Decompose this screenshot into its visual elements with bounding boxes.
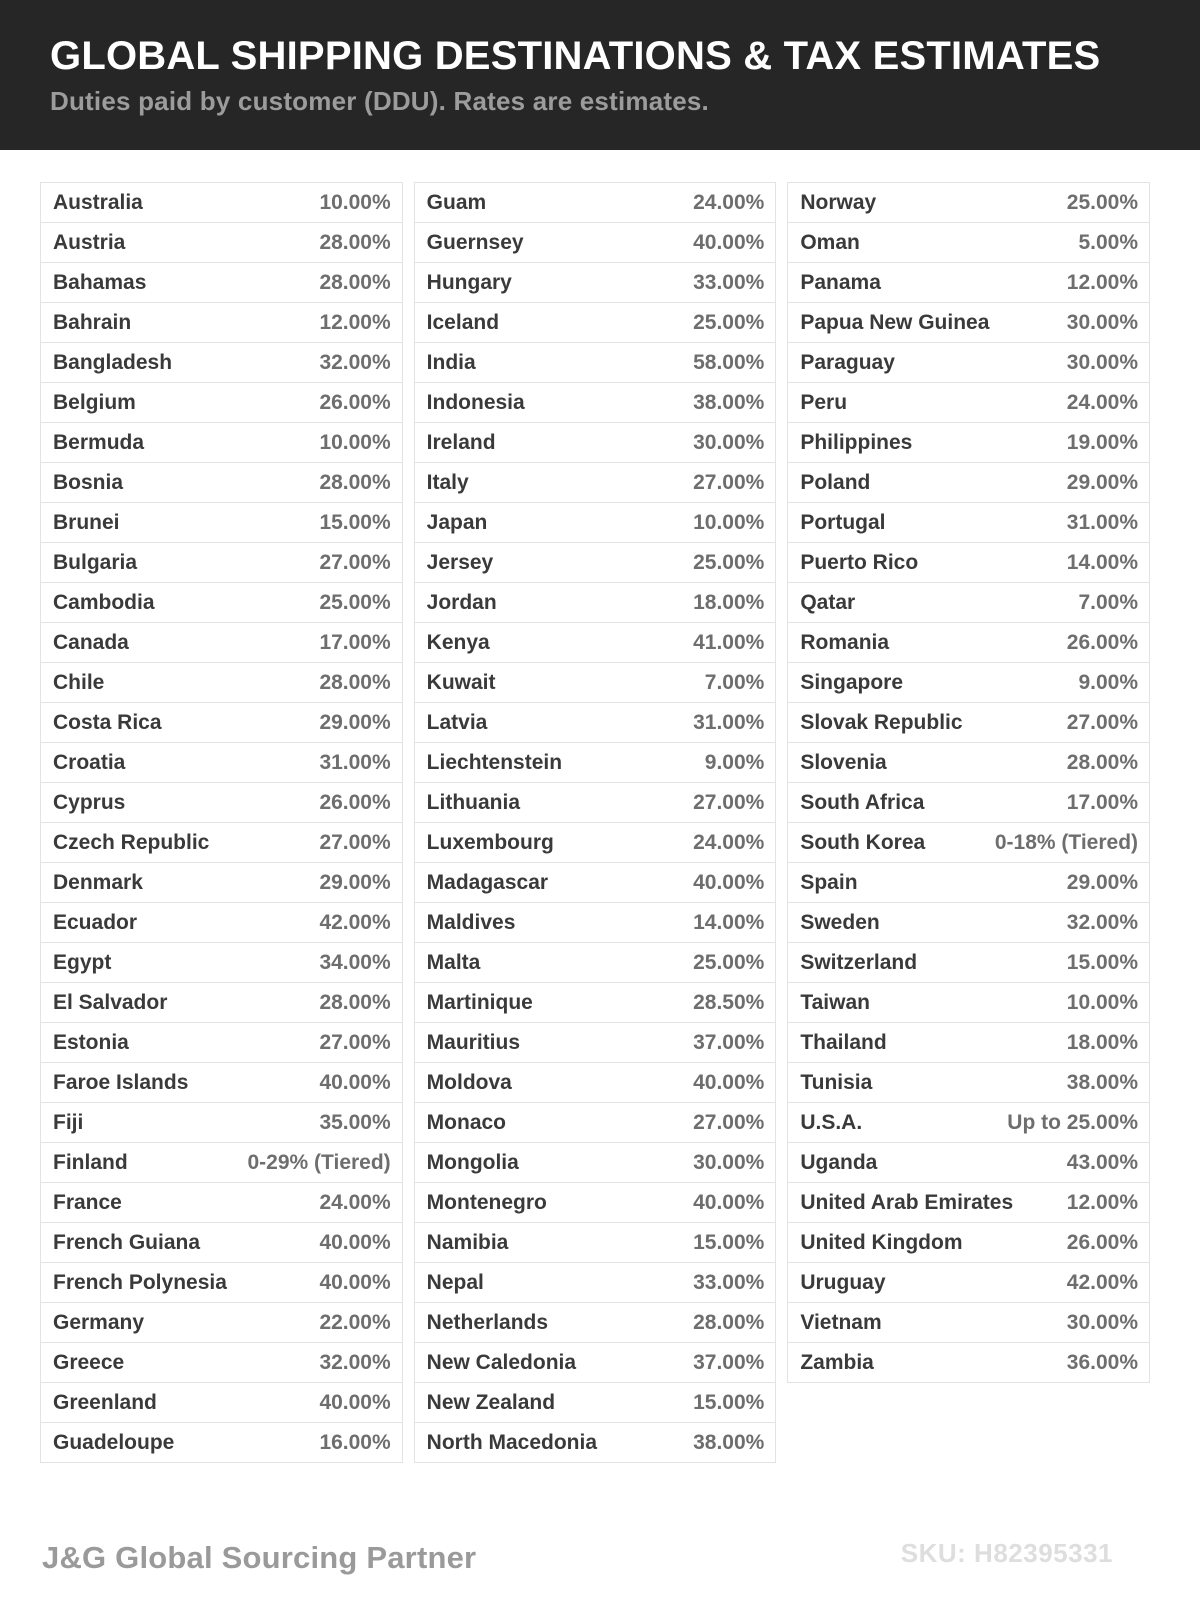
tax-rate: 40.00% [319, 1230, 391, 1254]
country-name: Japan [426, 510, 488, 534]
country-name: Kenya [426, 630, 490, 654]
country-name: U.S.A. [800, 1110, 863, 1134]
sku-label: SKU: H82395331 [900, 1538, 1113, 1568]
country-name: El Salvador [53, 990, 168, 1014]
country-name: France [53, 1190, 122, 1214]
country-name: Portugal [800, 510, 886, 534]
table-row [788, 1263, 1149, 1303]
table-row [41, 903, 402, 943]
table-row [41, 1263, 402, 1303]
table-row [415, 263, 776, 303]
table-row [41, 1223, 402, 1263]
table-row [41, 743, 402, 783]
tax-rate: 26.00% [1066, 630, 1139, 654]
tax-rate: 42.00% [1066, 1270, 1139, 1294]
tax-rate: 27.00% [693, 470, 765, 494]
tax-rate: 33.00% [693, 1270, 765, 1294]
tax-rate: 26.00% [319, 790, 391, 814]
rates-column-2 [414, 182, 777, 1463]
country-name: Liechtenstein [426, 750, 563, 774]
tax-rate: 28.00% [319, 270, 391, 294]
table-row [415, 903, 776, 943]
country-name: Fiji [53, 1110, 84, 1134]
tax-rate: 32.00% [319, 1350, 391, 1374]
tax-rate: 29.00% [1066, 470, 1139, 494]
tax-rate: 31.00% [1066, 510, 1139, 534]
tax-rate: Up to 25.00% [1007, 1110, 1139, 1134]
table-row [788, 1103, 1149, 1143]
table-row [41, 983, 402, 1023]
tax-rate: 30.00% [1066, 310, 1139, 334]
tax-rate: 25.00% [693, 950, 765, 974]
country-name: Denmark [53, 870, 143, 894]
table-row [41, 1423, 402, 1463]
table-row [788, 623, 1149, 663]
table-row [415, 1103, 776, 1143]
table-row [415, 703, 776, 743]
country-name: Singapore [800, 670, 904, 694]
brand-name: J&G Global Sourcing Partner [42, 1540, 477, 1575]
tax-rate: 24.00% [693, 190, 765, 214]
tax-rate: 28.50% [693, 990, 765, 1014]
country-name: Egypt [53, 950, 112, 974]
tax-rate: 38.00% [1066, 1070, 1139, 1094]
country-name: South Korea [800, 830, 926, 854]
country-name: Cyprus [53, 790, 126, 814]
rates-column-3 [787, 182, 1150, 1383]
country-name: United Arab Emirates [800, 1190, 1014, 1214]
country-name: Costa Rica [53, 710, 162, 734]
table-row [788, 183, 1149, 223]
table-row [41, 1103, 402, 1143]
tax-rate: 30.00% [693, 430, 765, 454]
table-row [415, 1303, 776, 1343]
table-row [415, 1063, 776, 1103]
country-name: Norway [800, 190, 877, 214]
country-name: Greenland [53, 1390, 157, 1414]
tax-rate: 18.00% [1066, 1030, 1139, 1054]
country-name: South Africa [800, 790, 925, 814]
tax-rate: 27.00% [693, 1110, 765, 1134]
country-name: Slovenia [800, 750, 887, 774]
table-row [41, 1383, 402, 1423]
page-subtitle: Duties paid by customer (DDU). Rates are estimates. [50, 86, 709, 116]
country-name: Finland [53, 1150, 128, 1174]
country-name: Estonia [53, 1030, 129, 1054]
country-name: Bermuda [53, 430, 145, 454]
country-name: Zambia [800, 1350, 874, 1374]
country-name: Guam [426, 190, 487, 214]
tax-rate: 28.00% [319, 670, 391, 694]
table-row [788, 983, 1149, 1023]
table-row [41, 823, 402, 863]
table-row [41, 1183, 402, 1223]
tax-rate: 32.00% [1066, 910, 1139, 934]
country-name: Kuwait [426, 670, 496, 694]
tax-rate: 15.00% [1066, 950, 1139, 974]
country-name: Canada [53, 630, 129, 654]
country-name: Ireland [426, 430, 496, 454]
tax-rate: 43.00% [1066, 1150, 1139, 1174]
tax-rate: 37.00% [693, 1030, 765, 1054]
table-row [41, 343, 402, 383]
table-row [41, 503, 402, 543]
tax-rate: 38.00% [693, 1430, 765, 1454]
table-row [41, 263, 402, 303]
table-row [415, 783, 776, 823]
tax-rate: 17.00% [1066, 790, 1139, 814]
table-row [41, 183, 402, 223]
table-row [415, 623, 776, 663]
table-row [415, 1383, 776, 1423]
country-name: Chile [53, 670, 105, 694]
table-row [415, 583, 776, 623]
tax-rate: 30.00% [1066, 1310, 1139, 1334]
country-name: India [426, 350, 476, 374]
country-name: Malta [426, 950, 481, 974]
country-name: Peru [800, 390, 848, 414]
country-name: Puerto Rico [800, 550, 919, 574]
country-name: Monaco [426, 1110, 507, 1134]
country-name: Bangladesh [53, 350, 173, 374]
country-name: Netherlands [426, 1310, 549, 1334]
table-row [41, 223, 402, 263]
tax-rate: 31.00% [693, 710, 765, 734]
tax-rate: 26.00% [319, 390, 391, 414]
tax-rate: 37.00% [693, 1350, 765, 1374]
tax-rate: 34.00% [319, 950, 391, 974]
table-row [41, 783, 402, 823]
tax-rate: 0-29% (Tiered) [247, 1150, 391, 1174]
country-name: Luxembourg [426, 830, 554, 854]
table-row [415, 1143, 776, 1183]
table-row [415, 863, 776, 903]
table-row [415, 423, 776, 463]
table-row [788, 463, 1149, 503]
table-row [415, 303, 776, 343]
table-row [41, 463, 402, 503]
tax-rate: 27.00% [319, 1030, 391, 1054]
table-row [41, 943, 402, 983]
country-name: Ecuador [53, 910, 138, 934]
country-name: Bosnia [53, 470, 124, 494]
tax-rate: 9.00% [1078, 670, 1139, 694]
tax-rate: 5.00% [1078, 230, 1139, 254]
country-name: Moldova [426, 1070, 512, 1094]
table-row [415, 1223, 776, 1263]
country-name: Bahrain [53, 310, 132, 334]
tax-rate: 22.00% [319, 1310, 391, 1334]
country-name: Cambodia [53, 590, 155, 614]
footer [0, 1524, 1200, 1576]
tax-rate: 35.00% [319, 1110, 391, 1134]
table-row [788, 583, 1149, 623]
table-row [415, 943, 776, 983]
country-name: Switzerland [800, 950, 918, 974]
country-name: Montenegro [426, 1190, 547, 1214]
tax-rate: 15.00% [693, 1390, 765, 1414]
table-row [788, 1343, 1149, 1383]
tax-rate: 27.00% [319, 550, 391, 574]
country-name: Qatar [800, 590, 856, 614]
table-row [788, 503, 1149, 543]
table-row [788, 663, 1149, 703]
country-name: Martinique [426, 990, 533, 1014]
tax-rate: 27.00% [1066, 710, 1139, 734]
table-row [41, 1023, 402, 1063]
country-name: Panama [800, 270, 881, 294]
table-row [41, 543, 402, 583]
table-row [788, 903, 1149, 943]
table-row [788, 743, 1149, 783]
table-row [788, 823, 1149, 863]
country-name: Mongolia [426, 1150, 519, 1174]
tax-rate: 25.00% [693, 550, 765, 574]
table-row [41, 703, 402, 743]
tax-rate: 38.00% [693, 390, 765, 414]
tax-rate: 40.00% [319, 1270, 391, 1294]
table-row [415, 503, 776, 543]
tax-rate: 10.00% [319, 430, 391, 454]
country-name: Romania [800, 630, 890, 654]
page-title: GLOBAL SHIPPING DESTINATIONS & TAX ESTIMATES [50, 34, 1101, 78]
table-row [788, 1303, 1149, 1343]
tax-rate: 9.00% [704, 750, 765, 774]
tax-rate: 42.00% [319, 910, 391, 934]
country-name: Czech Republic [53, 830, 210, 854]
country-name: Tunisia [800, 1070, 873, 1094]
country-name: Bulgaria [53, 550, 138, 574]
country-name: Lithuania [426, 790, 521, 814]
table-row [788, 1223, 1149, 1263]
tax-rate: 12.00% [1066, 270, 1139, 294]
table-row [415, 983, 776, 1023]
tax-rate: 14.00% [693, 910, 765, 934]
tax-rate: 28.00% [1066, 750, 1139, 774]
tax-rate: 31.00% [319, 750, 391, 774]
country-name: Croatia [53, 750, 126, 774]
country-name: Madagascar [426, 870, 549, 894]
tax-rate: 24.00% [319, 1190, 391, 1214]
country-name: Spain [800, 870, 858, 894]
country-name: Namibia [426, 1230, 509, 1254]
country-name: Paraguay [800, 350, 895, 374]
table-row [415, 1183, 776, 1223]
table-row [415, 343, 776, 383]
table-row [788, 223, 1149, 263]
tax-rate: 12.00% [319, 310, 391, 334]
table-row [415, 223, 776, 263]
tax-rate: 28.00% [693, 1310, 765, 1334]
tax-rate: 15.00% [319, 510, 391, 534]
table-row [41, 303, 402, 343]
country-name: Jersey [426, 550, 494, 574]
tax-rate: 12.00% [1066, 1190, 1139, 1214]
table-row [415, 183, 776, 223]
country-name: North Macedonia [426, 1430, 598, 1454]
country-name: Poland [800, 470, 871, 494]
table-row [788, 783, 1149, 823]
table-row [788, 1023, 1149, 1063]
table-row [415, 663, 776, 703]
table-row [788, 863, 1149, 903]
country-name: Taiwan [800, 990, 870, 1014]
tax-rate: 40.00% [693, 1190, 765, 1214]
table-row [41, 663, 402, 703]
country-name: Greece [53, 1350, 125, 1374]
table-row [788, 303, 1149, 343]
table-row [415, 1023, 776, 1063]
country-name: Australia [53, 190, 143, 214]
tax-rate: 25.00% [319, 590, 391, 614]
table-row [788, 943, 1149, 983]
tax-rate: 15.00% [693, 1230, 765, 1254]
rates-column-1 [40, 182, 403, 1463]
table-row [415, 463, 776, 503]
tax-rate: 7.00% [704, 670, 765, 694]
tax-rate: 28.00% [319, 470, 391, 494]
table-row [41, 1343, 402, 1383]
country-name: Iceland [426, 310, 500, 334]
tax-rate: 28.00% [319, 230, 391, 254]
tax-rate: 41.00% [693, 630, 765, 654]
country-name: Latvia [426, 710, 488, 734]
country-name: Mauritius [426, 1030, 521, 1054]
tax-rate: 16.00% [319, 1430, 391, 1454]
table-row [415, 1263, 776, 1303]
country-name: Bahamas [53, 270, 147, 294]
table-row [788, 1183, 1149, 1223]
country-name: Jordan [426, 590, 497, 614]
country-name: French Guiana [53, 1230, 201, 1254]
tax-rate: 29.00% [1066, 870, 1139, 894]
tax-rate: 32.00% [319, 350, 391, 374]
table-row [788, 383, 1149, 423]
tax-rate: 58.00% [693, 350, 765, 374]
tax-rate: 19.00% [1066, 430, 1139, 454]
tax-rate: 14.00% [1066, 550, 1139, 574]
table-row [415, 1423, 776, 1463]
table-row [415, 383, 776, 423]
country-name: Nepal [426, 1270, 484, 1294]
country-name: Belgium [53, 390, 136, 414]
country-name: Italy [426, 470, 469, 494]
table-row [41, 863, 402, 903]
table-row [788, 423, 1149, 463]
tax-rate: 30.00% [1066, 350, 1139, 374]
country-name: Philippines [800, 430, 913, 454]
table-row [41, 1063, 402, 1103]
tax-rate: 7.00% [1078, 590, 1139, 614]
tax-rate: 30.00% [693, 1150, 765, 1174]
table-row [41, 423, 402, 463]
tax-rate: 24.00% [1066, 390, 1139, 414]
tax-rate: 18.00% [693, 590, 765, 614]
country-name: Brunei [53, 510, 120, 534]
tax-rate: 27.00% [693, 790, 765, 814]
table-row [41, 623, 402, 663]
tax-rate: 40.00% [693, 1070, 765, 1094]
tax-rate: 25.00% [1066, 190, 1139, 214]
table-row [41, 1143, 402, 1183]
tax-rate: 33.00% [693, 270, 765, 294]
table-row [788, 1143, 1149, 1183]
country-name: Oman [800, 230, 860, 254]
country-name: Maldives [426, 910, 516, 934]
country-name: Guernsey [426, 230, 524, 254]
tax-rate: 40.00% [693, 230, 765, 254]
tax-rate: 40.00% [319, 1070, 391, 1094]
country-name: Germany [53, 1310, 145, 1334]
country-name: Slovak Republic [800, 710, 963, 734]
table-row [41, 583, 402, 623]
table-row [788, 263, 1149, 303]
tax-rate: 40.00% [693, 870, 765, 894]
tax-rate: 36.00% [1066, 1350, 1139, 1374]
table-row [415, 1343, 776, 1383]
tax-rate: 40.00% [319, 1390, 391, 1414]
table-row [41, 1303, 402, 1343]
country-name: Guadeloupe [53, 1430, 175, 1454]
tax-rate: 24.00% [693, 830, 765, 854]
country-name: United Kingdom [800, 1230, 963, 1254]
table-row [415, 743, 776, 783]
country-name: Thailand [800, 1030, 887, 1054]
country-name: New Zealand [426, 1390, 556, 1414]
country-name: New Caledonia [426, 1350, 577, 1374]
country-name: Austria [53, 230, 126, 254]
table-row [788, 543, 1149, 583]
country-name: Sweden [800, 910, 880, 934]
tax-rate: 25.00% [693, 310, 765, 334]
tax-rate: 0-18% (Tiered) [994, 830, 1139, 854]
tax-rate: 29.00% [319, 870, 391, 894]
tax-rate: 10.00% [319, 190, 391, 214]
header-banner [0, 0, 1200, 150]
country-name: French Polynesia [53, 1270, 227, 1294]
table-row [415, 543, 776, 583]
tax-rate: 26.00% [1066, 1230, 1139, 1254]
table-row [41, 383, 402, 423]
country-name: Indonesia [426, 390, 525, 414]
tax-rate: 27.00% [319, 830, 391, 854]
country-name: Uganda [800, 1150, 878, 1174]
tax-rate: 17.00% [319, 630, 391, 654]
rates-table [40, 182, 1150, 1463]
table-row [788, 343, 1149, 383]
country-name: Hungary [426, 270, 512, 294]
tax-rate: 29.00% [319, 710, 391, 734]
country-name: Vietnam [800, 1310, 882, 1334]
country-name: Faroe Islands [53, 1070, 189, 1094]
table-row [415, 823, 776, 863]
tax-rate: 10.00% [1066, 990, 1139, 1014]
tax-rate: 10.00% [693, 510, 765, 534]
country-name: Uruguay [800, 1270, 886, 1294]
country-name: Papua New Guinea [800, 310, 990, 334]
table-row [788, 703, 1149, 743]
table-row [788, 1063, 1149, 1103]
tax-rate: 28.00% [319, 990, 391, 1014]
